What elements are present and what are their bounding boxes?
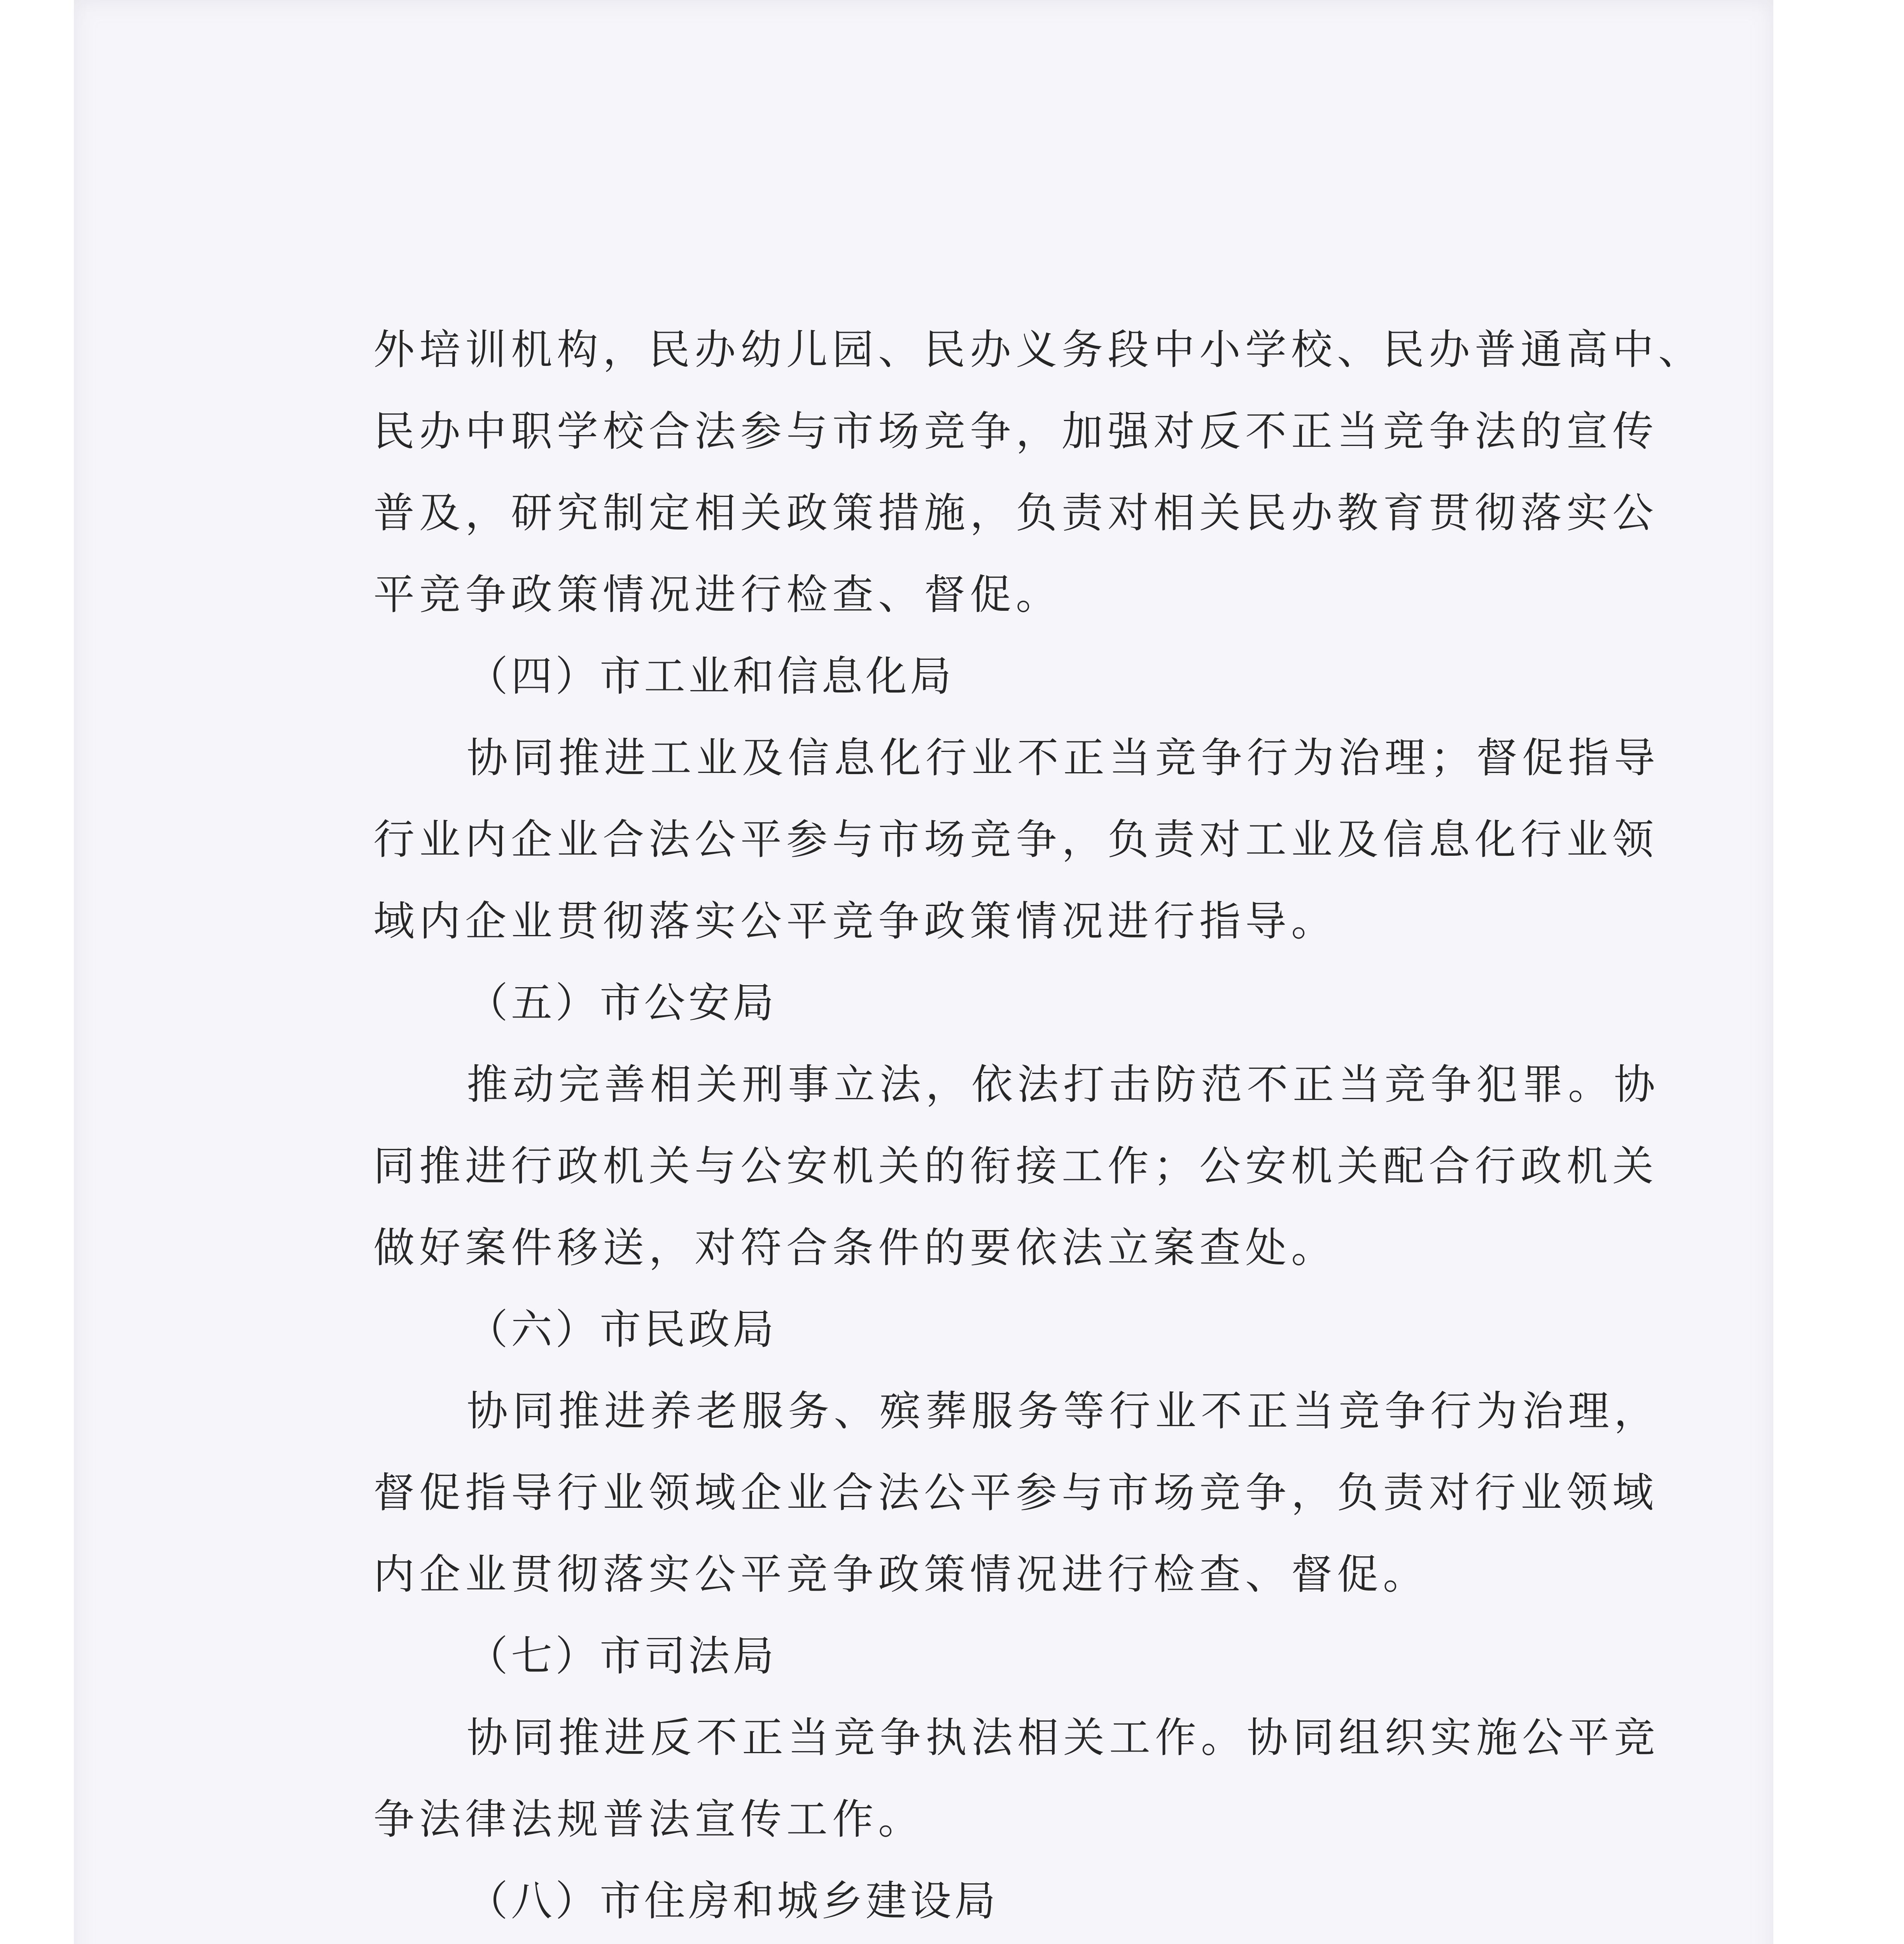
section-heading-8: （八）市住房和城乡建设局 — [467, 1877, 999, 1925]
section-heading-5: （五）市公安局 — [467, 979, 777, 1027]
section-heading-4: （四）市工业和信息化局 — [467, 652, 954, 700]
body-line-14: 协同推进反不正当竞争执法相关工作。协同组织实施公平竞 — [467, 1714, 1660, 1762]
body-line-2: 民办中职学校合法参与市场竞争，加强对反不正当竞争法的宣传 — [373, 407, 1658, 455]
section-heading-7: （七）市司法局 — [467, 1632, 777, 1680]
body-line-3: 普及，研究制定相关政策措施，负责对相关民办教育贯彻落实公 — [373, 489, 1658, 537]
document-page — [74, 0, 1773, 1944]
body-line-4: 平竞争政策情况进行检查、督促。 — [373, 571, 1062, 619]
body-line-12: 督促指导行业领域企业合法公平参与市场竞争，负责对行业领域 — [373, 1469, 1658, 1517]
body-line-6: 行业内企业合法公平参与市场竞争，负责对工业及信息化行业领 — [373, 816, 1658, 864]
body-line-13: 内企业贯彻落实公平竞争政策情况进行检查、督促。 — [373, 1551, 1429, 1598]
body-line-15: 争法律法规普法宣传工作。 — [373, 1795, 924, 1843]
body-line-9: 同推进行政机关与公安机关的衔接工作；公安机关配合行政机关 — [373, 1142, 1658, 1190]
body-line-1: 外培训机构，民办幼儿园、民办义务段中小学校、民办普通高中、 — [373, 326, 1704, 374]
body-line-5: 协同推进工业及信息化行业不正当竞争行为治理；督促指导 — [467, 734, 1660, 782]
section-heading-6: （六）市民政局 — [467, 1306, 777, 1353]
body-line-7: 域内企业贯彻落实公平竞争政策情况进行指导。 — [373, 897, 1337, 945]
body-line-10: 做好案件移送，对符合条件的要依法立案查处。 — [373, 1224, 1337, 1272]
body-line-8: 推动完善相关刑事立法，依法打击防范不正当竞争犯罪。协 — [467, 1061, 1660, 1108]
body-line-11: 协同推进养老服务、殡葬服务等行业不正当竞争行为治理， — [467, 1387, 1660, 1435]
